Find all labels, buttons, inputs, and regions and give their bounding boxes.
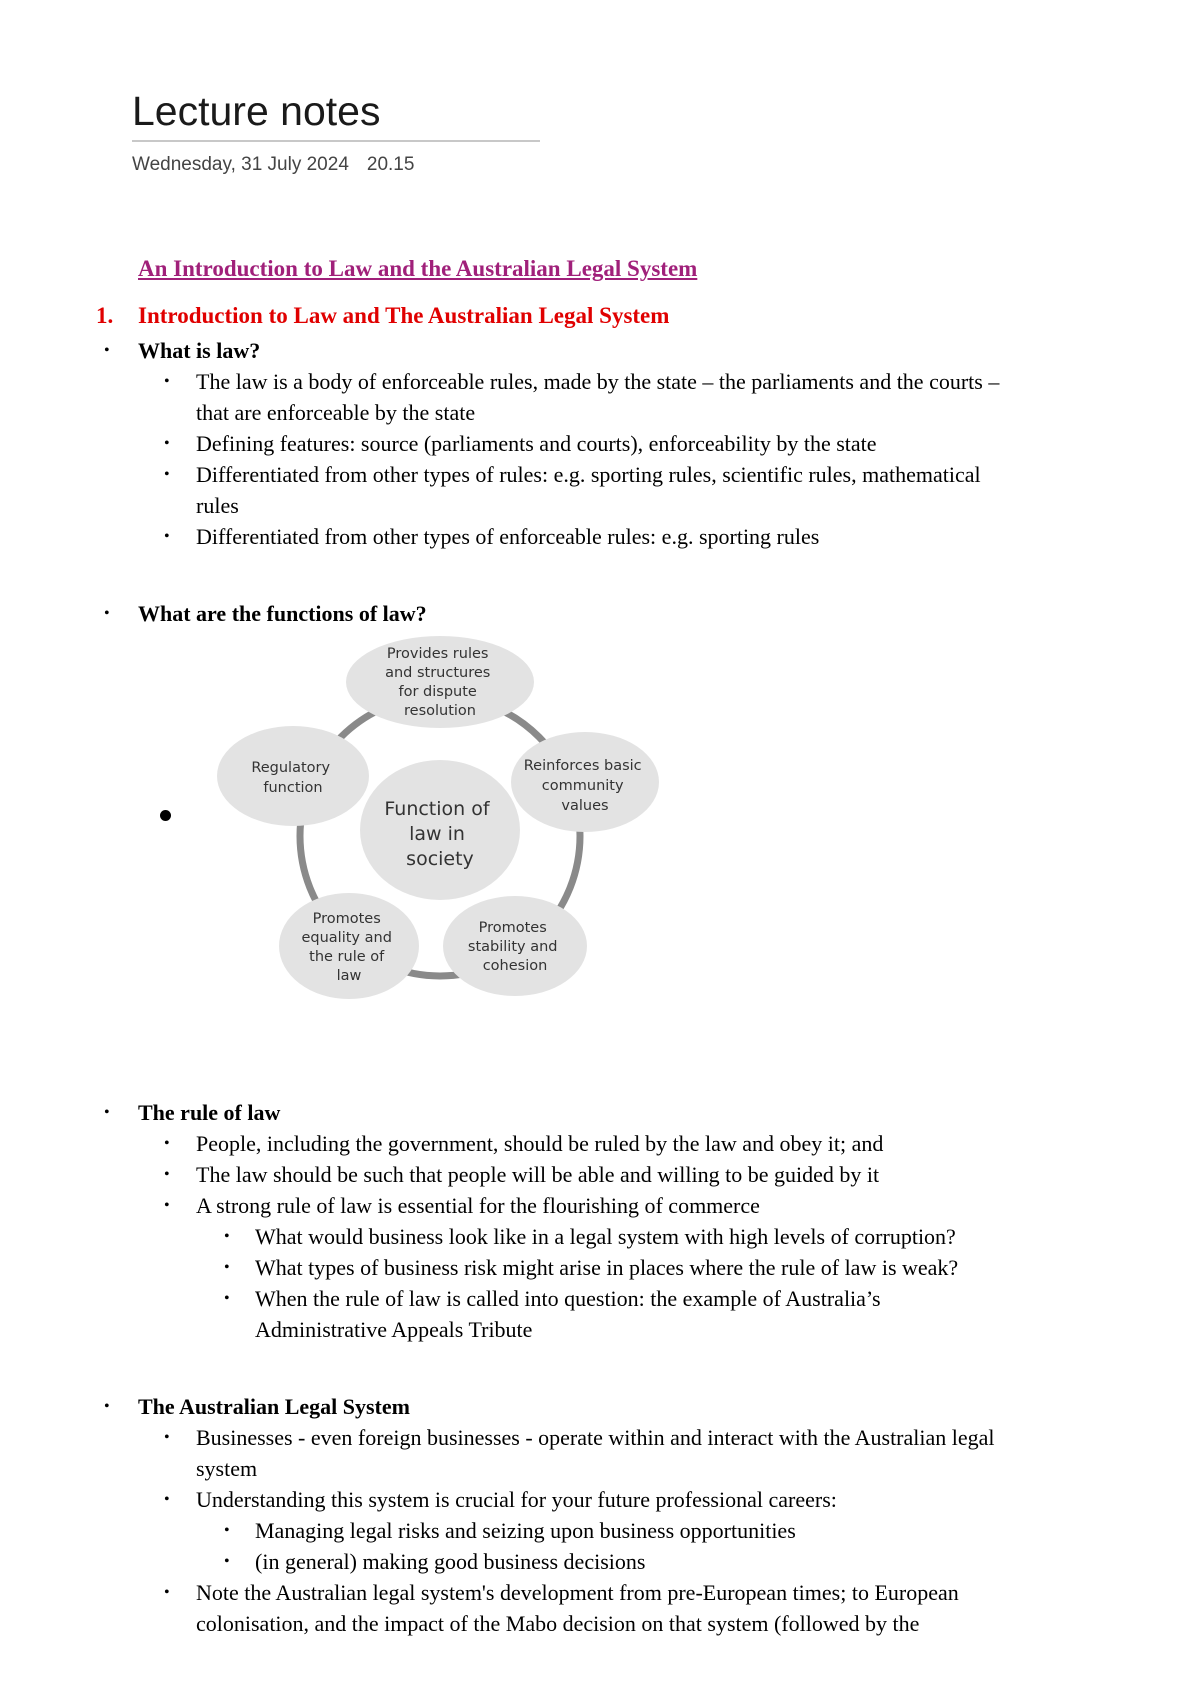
diagram-node-line: values (561, 798, 609, 814)
page-header (132, 86, 540, 176)
list-item-continuation: rules (196, 493, 239, 518)
diagram-node-line: cohesion (482, 958, 548, 974)
list-item: The law is a body of enforceable rules, made by the state – the parliaments and the courts – (196, 369, 1000, 394)
diagram-node-community-values (511, 732, 659, 832)
document-heading: An Introduction to Law and the Australian Legal System (138, 256, 698, 281)
list-item: The law should be such that people will be able and willing to be guided by it (196, 1162, 880, 1187)
sub-list-item: What would business look like in a legal system with high levels of corruption? (255, 1224, 956, 1249)
diagram-node-line: resolution (404, 703, 476, 719)
bullet-icon: • (164, 1166, 170, 1183)
functions-heading: What are the functions of law? (138, 601, 427, 626)
bullet-icon: • (164, 1584, 170, 1601)
bullet-icon: • (164, 466, 170, 483)
diagram-node-line: the rule of (309, 949, 385, 965)
diagram-node-line: stability and (467, 939, 558, 955)
page-time: 20.15 (366, 154, 415, 175)
list-item: People, including the government, should be ruled by the law and obey it; and (196, 1131, 884, 1156)
list-item: Defining features: source (parliaments and courts), enforceability by the state (196, 431, 877, 456)
list-item: A strong rule of law is essential for the flourishing of commerce (196, 1193, 760, 1218)
bullet-icon: • (164, 373, 170, 390)
diagram-node-line: equality and (301, 930, 392, 946)
bullet-icon: • (164, 1135, 170, 1152)
diagram-node-line: Provides rules (386, 646, 489, 662)
list-item-continuation: colonisation, and the impact of the Mabo decision on that system (followed by the (196, 1611, 920, 1636)
diagram-node-dispute-resolution (346, 636, 534, 728)
bullet-icon: • (224, 1259, 230, 1276)
bullet-icon: • (164, 435, 170, 452)
bullet-icon: • (224, 1522, 230, 1539)
diagram-node-stability (443, 896, 587, 996)
diagram-node-shape (217, 726, 369, 826)
diagram-center-line: Function of (384, 798, 490, 820)
diagram-center-line: society (406, 848, 474, 870)
australian-legal-system-heading: The Australian Legal System (138, 1394, 410, 1419)
bullet-icon: • (164, 1197, 170, 1214)
page-title: Lecture notes (132, 86, 540, 142)
diagram-node-line: Reinforces basic (523, 758, 642, 774)
diagram-node-line: and structures (385, 665, 491, 681)
diagram-node-line: Regulatory (251, 760, 331, 776)
sub-list-item: What types of business risk might arise in places where the rule of law is weak? (255, 1255, 959, 1280)
sub-list-item: When the rule of law is called into question: the example of Australia’s (255, 1286, 881, 1311)
section-title (96, 303, 669, 329)
diagram-center-node (360, 760, 520, 900)
bullet-icon: • (224, 1553, 230, 1570)
list-item: Differentiated from other types of rules: e.g. sporting rules, scientific rules, mathematical (196, 462, 981, 487)
diagram-node-line: community (541, 778, 624, 794)
diagram-node-regulatory (217, 726, 369, 826)
sub-list-item-continuation: Administrative Appeals Tribute (255, 1317, 533, 1342)
bullet-icon: • (224, 1290, 230, 1307)
diagram-center-line: law in (409, 823, 465, 845)
diagram-node-line: function (263, 780, 323, 796)
bullet-icon: • (104, 1104, 110, 1121)
bullet-icon: • (164, 528, 170, 545)
bullet-icon: • (104, 342, 110, 359)
bullet-dot-icon (160, 810, 171, 821)
list-item: Understanding this system is crucial for your future professional careers: (196, 1487, 837, 1512)
page-date: Wednesday, 31 July 2024 (132, 154, 349, 175)
page-meta (132, 154, 540, 176)
bullet-icon: • (104, 1398, 110, 1415)
rule-of-law-heading: The rule of law (138, 1100, 281, 1125)
list-item: Businesses - even foreign businesses - operate within and interact with the Australian legal (196, 1425, 995, 1450)
bullet-icon: • (164, 1491, 170, 1508)
list-item: Note the Australian legal system's development from pre-European times; to European (196, 1580, 959, 1605)
section-number: 1. (96, 303, 114, 328)
section-title-text: Introduction to Law and The Australian Legal System (138, 303, 670, 328)
bullet-icon: • (104, 605, 110, 622)
diagram-node-line: Promotes (478, 920, 547, 936)
diagram-node-line: for dispute (398, 684, 477, 700)
bullet-icon: • (164, 1429, 170, 1446)
list-item-continuation: that are enforceable by the state (196, 400, 476, 425)
diagram-node-line: law (336, 968, 362, 984)
bullet-icon: • (224, 1228, 230, 1245)
list-item-continuation: system (196, 1456, 258, 1481)
sub-list-item: (in general) making good business decisions (255, 1549, 646, 1574)
what-is-law-heading: What is law? (138, 338, 261, 363)
diagram-node-line: Promotes (312, 911, 381, 927)
list-item: Differentiated from other types of enforceable rules: e.g. sporting rules (196, 524, 820, 549)
sub-list-item: Managing legal risks and seizing upon business opportunities (255, 1518, 796, 1543)
functions-diagram (215, 636, 665, 1016)
diagram-node-equality (279, 893, 419, 999)
